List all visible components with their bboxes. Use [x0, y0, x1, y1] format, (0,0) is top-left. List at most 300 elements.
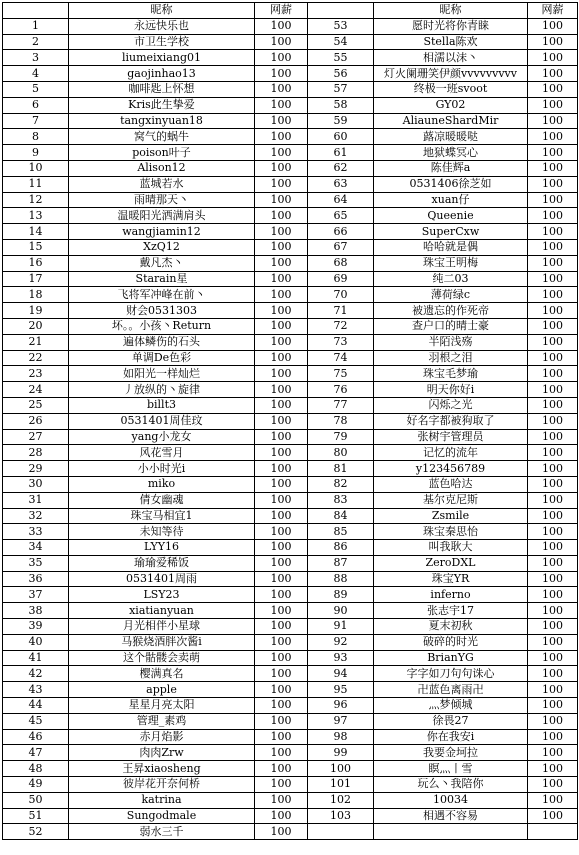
cell-index-left: 26: [3, 413, 69, 429]
cell-nickname-right: 徐畏27: [374, 713, 528, 729]
cell-nickname-left: 财会0531303: [69, 303, 255, 319]
cell-index-left: 15: [3, 239, 69, 255]
cell-salary-right: 100: [528, 160, 578, 176]
cell-index-left: 35: [3, 555, 69, 571]
cell-nickname-left: 雨晴那天丶: [69, 192, 255, 208]
table-row: [3, 413, 578, 429]
cell-index-left: 33: [3, 524, 69, 540]
table-row: [3, 461, 578, 477]
table-row: [3, 650, 578, 666]
cell-salary-right: 100: [528, 303, 578, 319]
cell-nickname-left: 如阳光一样灿烂: [69, 366, 255, 382]
cell-nickname-left: 遍体鳞伤的石头: [69, 334, 255, 350]
cell-nickname-left: LSY23: [69, 587, 255, 603]
cell-index-right: 88: [308, 571, 374, 587]
cell-nickname-right: 字字如刀句句诛心: [374, 666, 528, 682]
table-row: [3, 129, 578, 145]
cell-index-left: 36: [3, 571, 69, 587]
cell-index-right: 93: [308, 650, 374, 666]
cell-nickname-right: 10034: [374, 792, 528, 808]
cell-nickname-right: 叫我耿大: [374, 540, 528, 556]
cell-salary-left: 100: [255, 50, 308, 66]
cell-nickname-right: 灯火阑珊笑伊颜vvvvvvvvv: [374, 66, 528, 82]
cell-salary-left: 100: [255, 382, 308, 398]
cell-salary-right: 100: [528, 397, 578, 413]
cell-index-left: 4: [3, 66, 69, 82]
cell-salary-left: 100: [255, 761, 308, 777]
cell-index-right: 57: [308, 81, 374, 97]
cell-salary-right: 100: [528, 81, 578, 97]
cell-nickname-right: 相遇不容易: [374, 808, 528, 824]
table-row: [3, 81, 578, 97]
cell-salary-left: 100: [255, 255, 308, 271]
cell-index-right: 83: [308, 492, 374, 508]
header-index-left: [3, 3, 69, 19]
cell-index-right: 91: [308, 619, 374, 635]
cell-nickname-left: Kris此生挚爱: [69, 97, 255, 113]
cell-nickname-right: Zsmile: [374, 508, 528, 524]
table-row: [3, 508, 578, 524]
cell-index-right: 59: [308, 113, 374, 129]
cell-salary-right: 100: [528, 650, 578, 666]
cell-index-left: 50: [3, 792, 69, 808]
cell-salary-left: 100: [255, 824, 308, 840]
table-row: [3, 303, 578, 319]
cell-nickname-left: tangxinyuan18: [69, 113, 255, 129]
cell-nickname-right: 张志宇17: [374, 603, 528, 619]
cell-nickname-left: 0531401周雨: [69, 571, 255, 587]
cell-index-left: 42: [3, 666, 69, 682]
cell-nickname-right: 灬梦倾城: [374, 698, 528, 714]
cell-salary-right: 100: [528, 287, 578, 303]
cell-salary-left: 100: [255, 397, 308, 413]
cell-nickname-left: billt3: [69, 397, 255, 413]
cell-salary-right: 100: [528, 382, 578, 398]
cell-salary-right: 100: [528, 429, 578, 445]
cell-salary-left: 100: [255, 461, 308, 477]
cell-index-right: 77: [308, 397, 374, 413]
cell-index-right: 78: [308, 413, 374, 429]
cell-index-right: 79: [308, 429, 374, 445]
cell-index-left: 24: [3, 382, 69, 398]
cell-salary-right: 100: [528, 808, 578, 824]
cell-salary-right: 100: [528, 239, 578, 255]
cell-nickname-left: 永远快乐也: [69, 18, 255, 34]
cell-nickname-right: ZeroDXL: [374, 555, 528, 571]
cell-index-right: 99: [308, 745, 374, 761]
cell-nickname-right: 好名字都被狗取了: [374, 413, 528, 429]
cell-salary-left: 100: [255, 634, 308, 650]
cell-nickname-right: 珠宝秦思怡: [374, 524, 528, 540]
cell-nickname-left: 赤月焰影: [69, 729, 255, 745]
cell-salary-right: 100: [528, 192, 578, 208]
cell-salary-right: 100: [528, 745, 578, 761]
cell-salary-right: 100: [528, 540, 578, 556]
cell-salary-left: 100: [255, 571, 308, 587]
cell-nickname-left: Alison12: [69, 160, 255, 176]
table-row: [3, 397, 578, 413]
cell-nickname-left: 管理_素鸡: [69, 713, 255, 729]
cell-salary-left: 100: [255, 366, 308, 382]
table-row: [3, 666, 578, 682]
cell-nickname-left: 瑜瑜爱稀饭: [69, 555, 255, 571]
cell-index-right: 98: [308, 729, 374, 745]
cell-salary-left: 100: [255, 18, 308, 34]
cell-salary-left: 100: [255, 508, 308, 524]
table-row: [3, 476, 578, 492]
cell-salary-right: 100: [528, 555, 578, 571]
cell-salary-right: 100: [528, 255, 578, 271]
cell-index-left: 25: [3, 397, 69, 413]
cell-index-left: 18: [3, 287, 69, 303]
table-row: [3, 382, 578, 398]
cell-nickname-right: AliauneShardMir: [374, 113, 528, 129]
cell-nickname-right: 基尔克尼斯: [374, 492, 528, 508]
cell-nickname-left: 蓝城若水: [69, 176, 255, 192]
cell-nickname-left: 月光相伴小星球: [69, 619, 255, 635]
cell-index-right: 89: [308, 587, 374, 603]
cell-nickname-left: wangjiamin12: [69, 224, 255, 240]
cell-index-right: 101: [308, 777, 374, 793]
cell-salary-right: 100: [528, 113, 578, 129]
cell-salary-right: 100: [528, 634, 578, 650]
cell-salary-right: 100: [528, 224, 578, 240]
cell-nickname-left: katrina: [69, 792, 255, 808]
cell-index-right: 76: [308, 382, 374, 398]
cell-salary-right: 100: [528, 492, 578, 508]
cell-salary-left: 100: [255, 334, 308, 350]
cell-salary-right: 100: [528, 508, 578, 524]
cell-salary-left: 100: [255, 555, 308, 571]
cell-index-left: 28: [3, 445, 69, 461]
cell-salary-right: [528, 824, 578, 840]
cell-index-right: 71: [308, 303, 374, 319]
cell-salary-left: 100: [255, 81, 308, 97]
cell-index-left: 7: [3, 113, 69, 129]
cell-index-left: 16: [3, 255, 69, 271]
cell-salary-right: 100: [528, 66, 578, 82]
table-row: [3, 824, 578, 840]
cell-index-left: 6: [3, 97, 69, 113]
cell-nickname-left: 弱水三千: [69, 824, 255, 840]
cell-nickname-left: 星星月亮太阳: [69, 698, 255, 714]
table-row: [3, 698, 578, 714]
cell-salary-left: 100: [255, 792, 308, 808]
cell-nickname-left: 戴凡杰丶: [69, 255, 255, 271]
header-row: [3, 3, 578, 19]
cell-salary-right: 100: [528, 729, 578, 745]
cell-index-right: 68: [308, 255, 374, 271]
cell-index-right: 73: [308, 334, 374, 350]
cell-salary-left: 100: [255, 619, 308, 635]
cell-salary-left: 100: [255, 350, 308, 366]
cell-index-right: 62: [308, 160, 374, 176]
cell-nickname-right: Stella陈欢: [374, 34, 528, 50]
table-row: [3, 50, 578, 66]
cell-salary-left: 100: [255, 650, 308, 666]
cell-index-right: 102: [308, 792, 374, 808]
cell-salary-right: 100: [528, 97, 578, 113]
cell-nickname-left: apple: [69, 682, 255, 698]
cell-nickname-left: 肉肉Zrw: [69, 745, 255, 761]
cell-nickname-right: xuan仔: [374, 192, 528, 208]
header-nickname-left: 昵称: [69, 3, 255, 19]
cell-salary-left: 100: [255, 271, 308, 287]
cell-nickname-right: 破碎的时光: [374, 634, 528, 650]
cell-salary-right: 100: [528, 145, 578, 161]
cell-nickname-right: 卍蓝色离雨卍: [374, 682, 528, 698]
cell-salary-right: 100: [528, 271, 578, 287]
cell-nickname-left: yang小龙女: [69, 429, 255, 445]
cell-salary-left: 100: [255, 176, 308, 192]
cell-nickname-left: Sungodmale: [69, 808, 255, 824]
cell-salary-right: 100: [528, 50, 578, 66]
table-row: [3, 334, 578, 350]
cell-nickname-right: 明天你好i: [374, 382, 528, 398]
cell-index-right: 72: [308, 318, 374, 334]
cell-nickname-right: 地狱蝶冥心: [374, 145, 528, 161]
cell-salary-right: 100: [528, 413, 578, 429]
cell-index-left: 37: [3, 587, 69, 603]
cell-index-right: 55: [308, 50, 374, 66]
cell-nickname-right: 愿时光将你青睐: [374, 18, 528, 34]
cell-index-right: 65: [308, 208, 374, 224]
cell-salary-right: 100: [528, 761, 578, 777]
cell-index-right: 84: [308, 508, 374, 524]
cell-salary-left: 100: [255, 429, 308, 445]
cell-salary-right: 100: [528, 18, 578, 34]
cell-salary-right: 100: [528, 34, 578, 50]
cell-salary-left: 100: [255, 113, 308, 129]
cell-salary-right: 100: [528, 619, 578, 635]
cell-index-left: 51: [3, 808, 69, 824]
table-row: [3, 587, 578, 603]
cell-salary-left: 100: [255, 318, 308, 334]
cell-index-left: 44: [3, 698, 69, 714]
cell-salary-right: 100: [528, 713, 578, 729]
table-row: [3, 540, 578, 556]
table-row: [3, 429, 578, 445]
cell-nickname-right: 薄荷绿c: [374, 287, 528, 303]
cell-salary-right: 100: [528, 461, 578, 477]
cell-nickname-right: inferno: [374, 587, 528, 603]
cell-nickname-left: gaojinhao13: [69, 66, 255, 82]
cell-index-left: 43: [3, 682, 69, 698]
cell-nickname-right: 蓝色哈达: [374, 476, 528, 492]
cell-nickname-left: 0531401周佳玟: [69, 413, 255, 429]
table-row: [3, 66, 578, 82]
cell-nickname-right: 闪烁之光: [374, 397, 528, 413]
cell-index-left: 3: [3, 50, 69, 66]
cell-salary-left: 100: [255, 303, 308, 319]
cell-index-right: 69: [308, 271, 374, 287]
cell-salary-left: 100: [255, 145, 308, 161]
cell-salary-right: 100: [528, 698, 578, 714]
cell-salary-right: 100: [528, 682, 578, 698]
cell-index-left: 46: [3, 729, 69, 745]
cell-nickname-right: 我要金坷拉: [374, 745, 528, 761]
cell-index-right: 90: [308, 603, 374, 619]
cell-index-right: 66: [308, 224, 374, 240]
cell-nickname-right: GY02: [374, 97, 528, 113]
cell-nickname-right: 被遗忘的作死帝: [374, 303, 528, 319]
table-row: [3, 524, 578, 540]
table-row: [3, 145, 578, 161]
table-row: [3, 176, 578, 192]
table-row: [3, 224, 578, 240]
cell-nickname-left: 温暖阳光洒满肩头: [69, 208, 255, 224]
cell-index-left: 27: [3, 429, 69, 445]
cell-index-right: 80: [308, 445, 374, 461]
table-row: [3, 713, 578, 729]
cell-salary-left: 100: [255, 603, 308, 619]
table-row: [3, 761, 578, 777]
cell-salary-right: 100: [528, 334, 578, 350]
cell-nickname-left: 丿放纵的丶旋律: [69, 382, 255, 398]
cell-index-left: 8: [3, 129, 69, 145]
cell-index-left: 47: [3, 745, 69, 761]
cell-salary-right: 100: [528, 129, 578, 145]
cell-salary-left: 100: [255, 97, 308, 113]
table-row: [3, 208, 578, 224]
table-row: [3, 239, 578, 255]
cell-index-left: 49: [3, 777, 69, 793]
cell-nickname-left: 未知等待: [69, 524, 255, 540]
cell-nickname-right: 珠宝YR: [374, 571, 528, 587]
cell-index-right: 85: [308, 524, 374, 540]
cell-nickname-right: 半陌浅殇: [374, 334, 528, 350]
table-row: [3, 192, 578, 208]
cell-nickname-right: Queenie: [374, 208, 528, 224]
cell-nickname-right: 纯二03: [374, 271, 528, 287]
cell-nickname-left: 市卫生学校: [69, 34, 255, 50]
cell-nickname-right: [374, 824, 528, 840]
table-row: [3, 571, 578, 587]
cell-salary-right: 100: [528, 476, 578, 492]
cell-index-left: 13: [3, 208, 69, 224]
cell-index-left: 21: [3, 334, 69, 350]
cell-nickname-left: LYY16: [69, 540, 255, 556]
cell-nickname-right: 陈佳辉a: [374, 160, 528, 176]
cell-salary-left: 100: [255, 729, 308, 745]
cell-salary-right: 100: [528, 524, 578, 540]
cell-nickname-left: 咖啡匙上怀想: [69, 81, 255, 97]
table-body: [3, 18, 578, 839]
table-row: [3, 555, 578, 571]
cell-index-left: 30: [3, 476, 69, 492]
table-row: [3, 160, 578, 176]
cell-index-right: 87: [308, 555, 374, 571]
cell-salary-right: 100: [528, 445, 578, 461]
cell-nickname-left: 珠宝马相宜1: [69, 508, 255, 524]
header-nickname-right: 昵称: [374, 3, 528, 19]
cell-nickname-right: 查户口的晴士豪: [374, 318, 528, 334]
cell-salary-left: 100: [255, 287, 308, 303]
cell-salary-left: 100: [255, 129, 308, 145]
cell-nickname-left: 单调De色彩: [69, 350, 255, 366]
cell-nickname-left: 彼岸花开奈何桥: [69, 777, 255, 793]
cell-index-right: 94: [308, 666, 374, 682]
cell-nickname-left: poison叶子: [69, 145, 255, 161]
cell-salary-right: 100: [528, 176, 578, 192]
header-salary-left: 网薪: [255, 3, 308, 19]
cell-nickname-right: 你在我安i: [374, 729, 528, 745]
cell-index-right: 53: [308, 18, 374, 34]
table-row: [3, 745, 578, 761]
cell-nickname-left: miko: [69, 476, 255, 492]
cell-salary-left: 100: [255, 492, 308, 508]
cell-nickname-right: 终极一班svoot: [374, 81, 528, 97]
cell-nickname-right: 0531406徐芝如: [374, 176, 528, 192]
cell-index-left: 45: [3, 713, 69, 729]
cell-index-left: 22: [3, 350, 69, 366]
cell-nickname-right: 相濡以沫丶: [374, 50, 528, 66]
cell-index-left: 11: [3, 176, 69, 192]
cell-salary-left: 100: [255, 698, 308, 714]
cell-index-right: 67: [308, 239, 374, 255]
cell-index-left: 29: [3, 461, 69, 477]
cell-nickname-left: 这个骷髅会卖萌: [69, 650, 255, 666]
cell-index-left: 19: [3, 303, 69, 319]
cell-salary-left: 100: [255, 208, 308, 224]
cell-nickname-right: 蕗凉暖暖哒: [374, 129, 528, 145]
cell-salary-right: 100: [528, 603, 578, 619]
cell-index-right: 81: [308, 461, 374, 477]
cell-index-right: [308, 824, 374, 840]
cell-index-right: 97: [308, 713, 374, 729]
cell-nickname-left: 小小时光i: [69, 461, 255, 477]
cell-nickname-right: 瞑灬丨雪: [374, 761, 528, 777]
table-row: [3, 318, 578, 334]
cell-index-left: 32: [3, 508, 69, 524]
cell-salary-right: 100: [528, 792, 578, 808]
cell-salary-right: 100: [528, 366, 578, 382]
cell-nickname-left: 倩女幽魂: [69, 492, 255, 508]
table-row: [3, 287, 578, 303]
cell-salary-left: 100: [255, 682, 308, 698]
table-row: [3, 729, 578, 745]
cell-index-left: 10: [3, 160, 69, 176]
cell-index-left: 14: [3, 224, 69, 240]
cell-salary-left: 100: [255, 777, 308, 793]
cell-nickname-left: 王昇xiaosheng: [69, 761, 255, 777]
cell-index-left: 41: [3, 650, 69, 666]
cell-index-right: 75: [308, 366, 374, 382]
cell-salary-right: 100: [528, 318, 578, 334]
cell-salary-left: 100: [255, 413, 308, 429]
cell-index-left: 31: [3, 492, 69, 508]
cell-nickname-left: 风花雪月: [69, 445, 255, 461]
cell-index-left: 48: [3, 761, 69, 777]
cell-salary-right: 100: [528, 777, 578, 793]
cell-index-right: 61: [308, 145, 374, 161]
cell-index-left: 52: [3, 824, 69, 840]
cell-index-left: 40: [3, 634, 69, 650]
table-row: [3, 492, 578, 508]
cell-salary-left: 100: [255, 713, 308, 729]
table-row: [3, 634, 578, 650]
cell-index-right: 100: [308, 761, 374, 777]
cell-index-left: 9: [3, 145, 69, 161]
cell-salary-left: 100: [255, 476, 308, 492]
cell-salary-right: 100: [528, 666, 578, 682]
cell-nickname-right: y123456789: [374, 461, 528, 477]
header-index-right: [308, 3, 374, 19]
table-row: [3, 777, 578, 793]
table-row: [3, 808, 578, 824]
cell-salary-right: 100: [528, 587, 578, 603]
cell-index-left: 20: [3, 318, 69, 334]
